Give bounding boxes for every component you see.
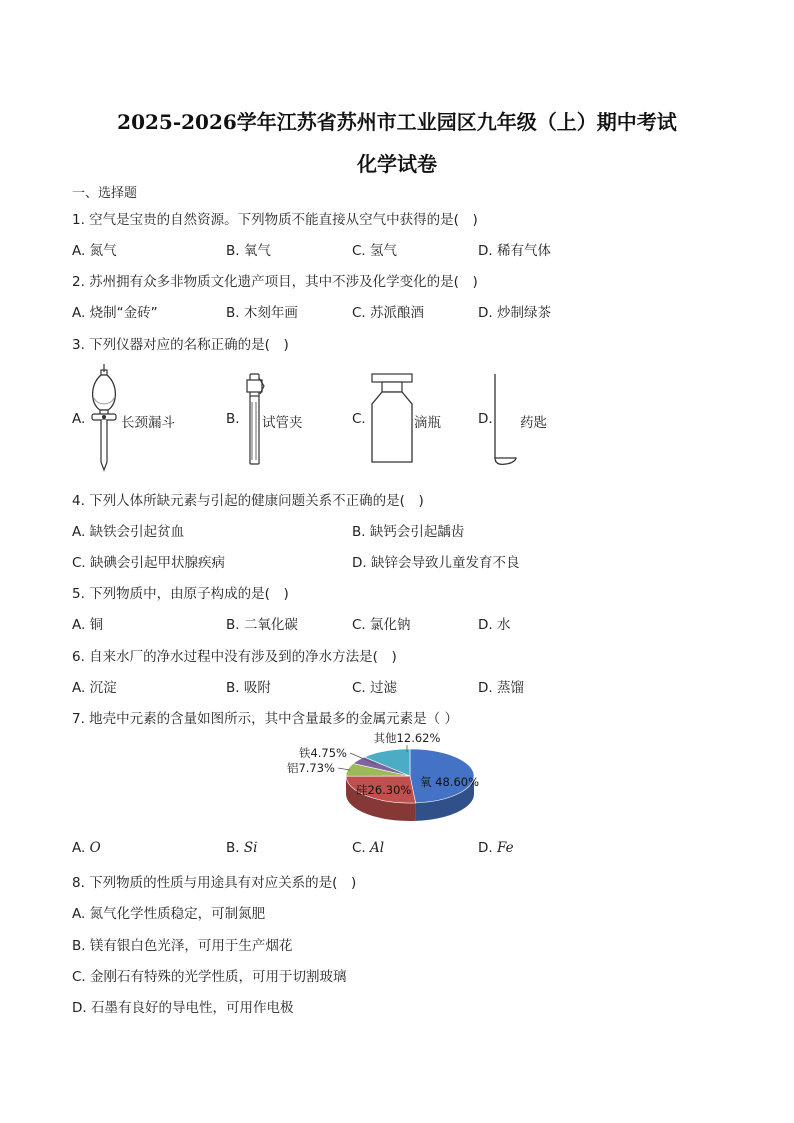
q7-option-c-letter: C. [352, 840, 371, 856]
question-4-stem: 4. 下列人体所缺元素与引起的健康问题关系不正确的是( ) [72, 493, 424, 509]
exam-subtitle: 化学试卷 [357, 152, 437, 176]
q5-option-b[interactable]: B. 二氧化碳 [226, 617, 298, 633]
q7-option-d-symbol: Fe [496, 840, 514, 856]
q3-label-d: 药匙 [520, 415, 547, 431]
q2-option-d[interactable]: D. 炒制绿茶 [478, 305, 551, 321]
q6-option-c[interactable]: C. 过滤 [352, 680, 398, 696]
q8-option-b[interactable]: B. 镁有银白色光泽，可用于生产烟花 [72, 938, 293, 954]
question-7-stem: 7. 地壳中元素的含量如图所示，其中含量最多的金属元素是（ ） [72, 711, 458, 727]
q7-option-b-symbol: Si [243, 840, 258, 856]
q4-option-c[interactable]: C. 缺碘会引起甲状腺疾病 [72, 555, 226, 571]
q2-option-a[interactable]: A. 烧制“金砖” [72, 305, 158, 321]
question-6-stem: 6. 自来水厂的净水过程中没有涉及到的净水方法是( ) [72, 649, 397, 665]
q2-option-b[interactable]: B. 木刻年画 [226, 305, 298, 321]
q1-option-d[interactable]: D. 稀有气体 [478, 243, 551, 259]
q3-option-b[interactable]: B. [226, 411, 240, 427]
q1-option-c[interactable]: C. 氢气 [352, 243, 398, 259]
q3-option-d[interactable]: D. [478, 411, 493, 427]
q3-option-c[interactable]: C. [352, 411, 366, 427]
q7-option-a-symbol: O [89, 840, 101, 856]
q4-option-b[interactable]: B. 缺钙会引起龋齿 [352, 524, 465, 540]
q1-option-b[interactable]: B. 氧气 [226, 243, 271, 259]
pie-label-3: 铁4.75% [298, 746, 347, 760]
crust-element-pie-chart [280, 726, 500, 834]
question-1-stem: 1. 空气是宝贵的自然资源。下列物质不能直接从空气中获得的是( ) [72, 212, 478, 228]
dropping-bottle-icon [368, 372, 416, 464]
separatory-funnel-icon [88, 362, 120, 472]
question-8-stem: 8. 下列物质的性质与用途具有对应关系的是( ) [72, 875, 357, 891]
q7-option-a[interactable] [72, 840, 101, 856]
pie-label-2: 铝7.73% [286, 761, 335, 775]
question-2-stem: 2. 苏州拥有众多非物质文化遗产项目，其中不涉及化学变化的是( ) [72, 274, 478, 290]
question-5-stem: 5. 下列物质中，由原子构成的是( ) [72, 586, 289, 602]
q3-label-a: 长颈漏斗 [121, 415, 175, 431]
q6-option-b[interactable]: B. 吸附 [226, 680, 271, 696]
q3-label-c: 滴瓶 [414, 415, 441, 431]
q8-option-d[interactable]: D. 石墨有良好的导电性，可用作电极 [72, 1000, 294, 1016]
pie-label-0: 氧 48.60% [420, 775, 480, 789]
q7-option-d[interactable] [478, 840, 514, 856]
q7-option-b-letter: B. [226, 840, 244, 856]
q1-option-a[interactable]: A. 氮气 [72, 243, 117, 259]
question-3-stem: 3. 下列仪器对应的名称正确的是( ) [72, 337, 289, 353]
q4-option-d[interactable]: D. 缺锌会导致儿童发育不良 [352, 555, 520, 571]
q7-option-c-symbol: Al [370, 840, 385, 856]
q5-option-c[interactable]: C. 氯化钠 [352, 617, 411, 633]
q3-label-b: 试管夹 [262, 415, 303, 431]
exam-title: 2025-2026学年江苏省苏州市工业园区九年级（上）期中考试 [117, 110, 677, 134]
q7-option-c[interactable] [352, 840, 384, 856]
q2-option-c[interactable]: C. 苏派酿酒 [352, 305, 425, 321]
q3-option-a[interactable]: A. [72, 411, 86, 427]
q4-option-a[interactable]: A. 缺铁会引起贫血 [72, 524, 185, 540]
spatula-icon [490, 372, 520, 466]
q7-option-a-letter: A. [72, 840, 90, 856]
q6-option-a[interactable]: A. 沉淀 [72, 680, 117, 696]
q7-option-d-letter: D. [478, 840, 497, 856]
pie-label-4: 其他12.62% [373, 731, 441, 745]
q8-option-a[interactable]: A. 氮气化学性质稳定，可制氮肥 [72, 906, 266, 922]
q6-option-d[interactable]: D. 蒸馏 [478, 680, 524, 696]
q7-option-b[interactable] [226, 840, 257, 856]
section-heading: 一、选择题 [72, 186, 138, 201]
q5-option-d[interactable]: D. 水 [478, 617, 511, 633]
pie-label-1: 硅26.30% [356, 783, 412, 797]
q5-option-a[interactable]: A. 铜 [72, 617, 104, 633]
q8-option-c[interactable]: C. 金刚石有特殊的光学性质，可用于切割玻璃 [72, 969, 347, 985]
